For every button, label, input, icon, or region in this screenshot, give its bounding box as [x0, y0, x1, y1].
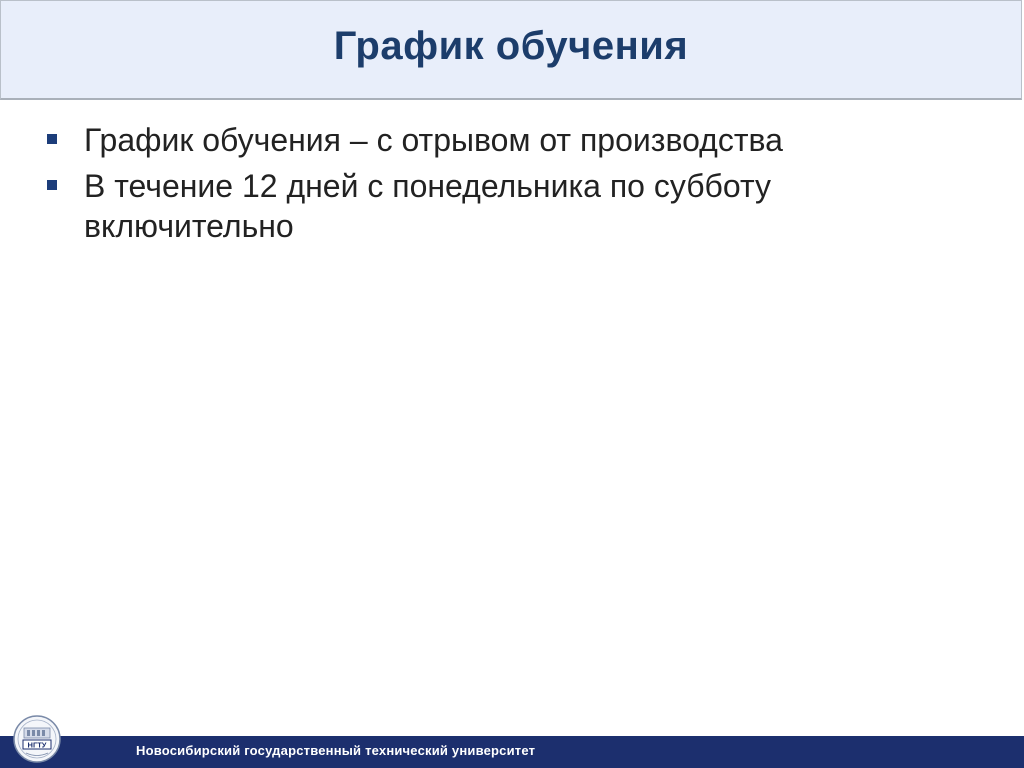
bullet-item	[44, 120, 984, 160]
bullet-text: В течение 12 дней с понедельника по субботу включительно	[84, 168, 771, 244]
logo-text: НГТУ	[27, 740, 47, 750]
bullet-list	[44, 120, 984, 252]
slide-title-bar	[0, 0, 1022, 100]
slide-title: График обучения	[333, 24, 689, 68]
square-bullet-icon	[47, 134, 57, 144]
bullet-item	[44, 166, 984, 246]
footer-bar	[0, 736, 1024, 768]
university-logo-icon	[12, 714, 62, 764]
bullet-text: График обучения – с отрывом от производства	[84, 122, 783, 158]
footer-institution-name: Новосибирский государственный технический университет	[136, 743, 536, 758]
square-bullet-icon	[47, 180, 57, 190]
